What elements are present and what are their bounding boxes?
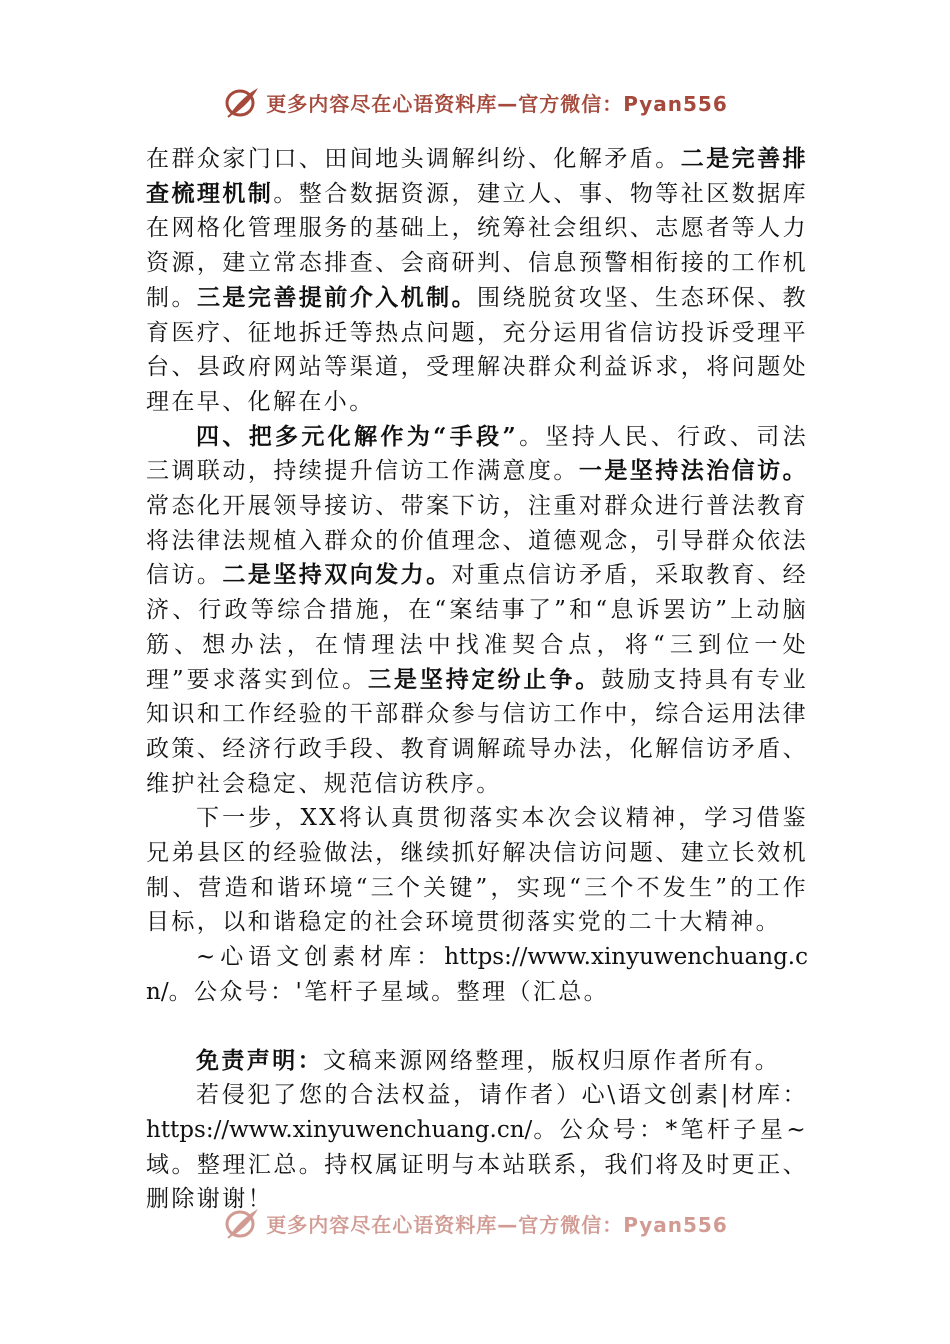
- document-body: [146, 142, 808, 1217]
- bold-heading-text: 一是坚持法治信访。: [578, 457, 808, 485]
- body-text: ~心语文创素材库：: [196, 944, 445, 971]
- body-text: 文稿来源网络整理，版权归原作者所有。: [323, 1047, 781, 1074]
- paragraph-p6: [146, 1078, 808, 1217]
- paragraph-p2: [146, 420, 808, 802]
- bold-heading-text: 二是坚持双向发力。: [222, 561, 452, 589]
- watermark-footer: [0, 1203, 950, 1243]
- bold-heading-text: 三是完善提前介入机制。: [196, 283, 478, 311]
- url-text: https://www.xinyuwenchuang.cn/: [146, 944, 808, 1005]
- body-text: 对重点信访矛盾，采取教育、经济、行政等综合措施，在“案结事了”和“息诉罢访”上动脑筋、想办法，在情理法中找准契合点，将“三到位一处理”要求落实到位。: [146, 562, 808, 693]
- url-text: https://www.xinyuwenchuang.cn/: [146, 1116, 533, 1143]
- paragraph-p5: [146, 1044, 808, 1079]
- feather-pen-logo-icon: [222, 1205, 262, 1241]
- bold-heading-text: 免责声明：: [196, 1046, 323, 1074]
- body-text: 鼓励支持具有专业知识和工作经验的干部群众参与信访工作中，综合运用法律政策、经济行政手段、教育调解疏导办法，化解信访矛盾、维护社会稳定、规范信访秩序。: [146, 666, 808, 797]
- bold-heading-text: 四、把多元化解作为“手段”: [196, 422, 519, 450]
- paragraph-p3: [146, 801, 808, 940]
- body-text: 围绕脱贫攻坚、生态环保、教育医疗、征地拆迁等热点问题，充分运用省信访投诉受理平台、县政府网站等渠道，受理解决群众利益诉求，将问题处理在早、化解在小。: [146, 284, 809, 415]
- bold-heading-text: 二是完善排查梳理机制: [146, 145, 809, 207]
- paragraph-p1: [146, 142, 808, 420]
- body-text: 。公众号：*笔杆子星~域。整理汇总。持权属证明与本站联系，我们将及时更正、删除谢谢！: [146, 1116, 808, 1213]
- body-text: 在群众家门口、田间地头调解纠纷、化解矛盾。: [146, 146, 681, 172]
- watermark-text: 更多内容尽在心语资料库—官方微信：Pyan556: [266, 1212, 728, 1237]
- watermark-text: 更多内容尽在心语资料库—官方微信：Pyan556: [266, 91, 728, 116]
- body-text: 若侵犯了您的合法权益，请作者）心\语文创素|材库：: [196, 1082, 808, 1109]
- paragraph-gap: [146, 1010, 808, 1044]
- body-text: 常态化开展领导接访、带案下访，注重对群众进行普法教育将法律法规植入群众的价值理念、道德观念，引导群众依法信访。: [146, 493, 808, 589]
- body-text: 下一步，XX将认真贯彻落实本次会议精神，学习借鉴兄弟县区的经验做法，继续抓好解决信访问题、建立长效机制、营造和谐环境“三个关键”，实现“三个不发生”的工作目标，以和谐稳定的社会环境贯彻落实党的二十大精神。: [146, 805, 808, 936]
- bold-heading-text: 三是坚持定纷止争。: [367, 665, 602, 693]
- body-text: 。坚持人民、行政、司法三调联动，持续提升信访工作满意度。: [146, 423, 808, 485]
- body-text: 。公众号：'笔杆子星域。整理（汇总。: [168, 978, 610, 1005]
- watermark-header: [0, 82, 950, 122]
- feather-pen-logo-icon: [222, 84, 262, 120]
- paragraph-p4: [146, 940, 808, 1009]
- body-text: 。整合数据资源，建立人、事、物等社区数据库在网格化管理服务的基础上，统筹社会组织、志愿者等人力资源，建立常态排查、会商研判、信息预警相衔接的工作机制。: [146, 180, 809, 311]
